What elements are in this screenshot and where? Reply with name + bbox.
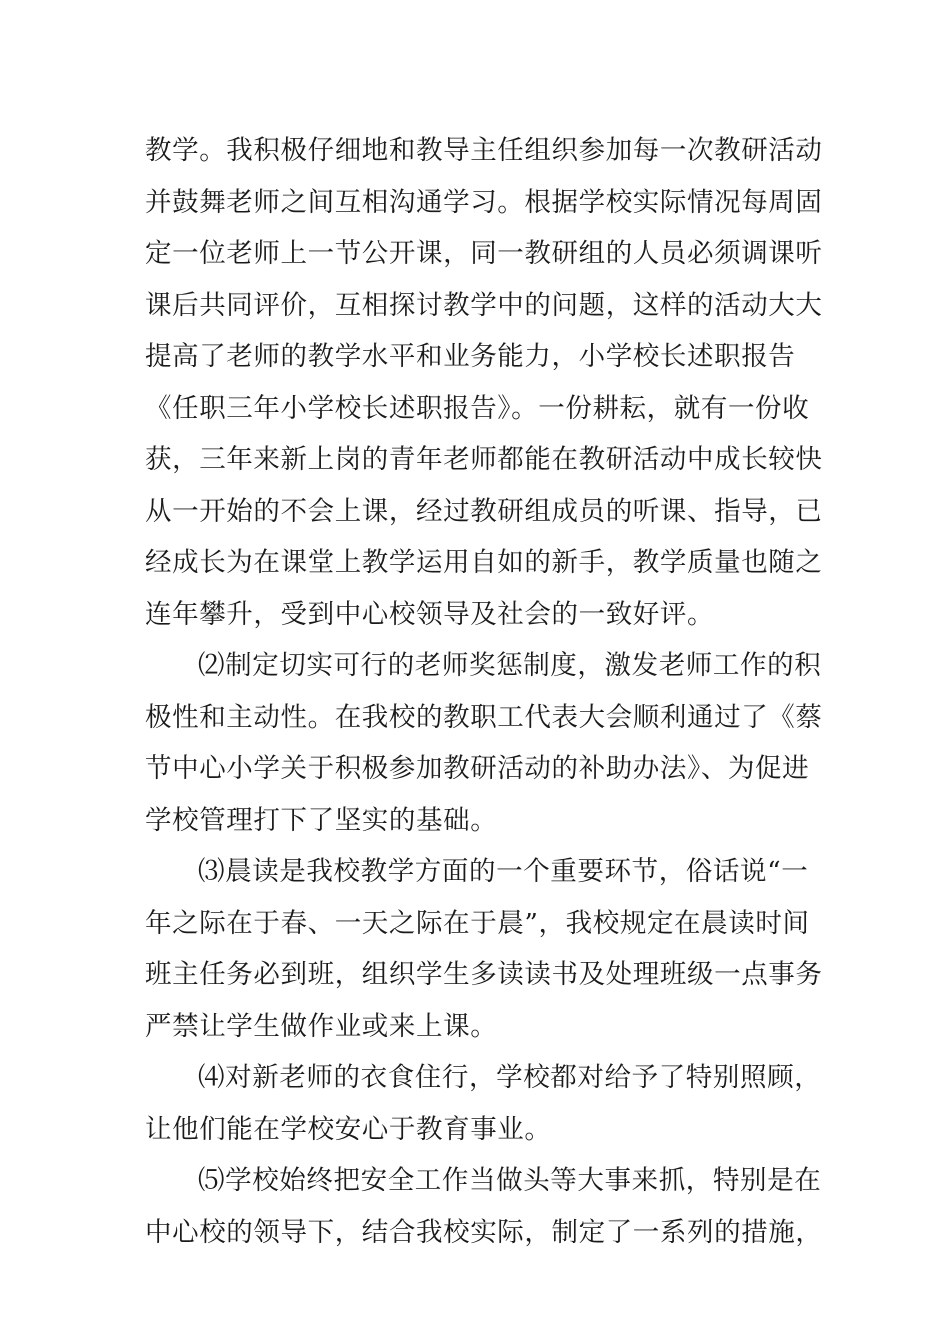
text-line: 获，三年来新上岗的青年老师都能在教研活动中成长较快	[145, 444, 823, 475]
text-line: 严禁让学生做作业或来上课。	[145, 1010, 498, 1042]
paragraph-start-line: ⑶晨读是我校教学方面的一个重要环节，俗话说“一	[198, 856, 809, 887]
text-line: 定一位老师上一节公开课，同一教研组的人员必须调课听	[145, 238, 823, 269]
text-line: 课后共同评价，互相探讨教学中的问题，这样的活动大大	[145, 289, 823, 321]
text-line: 教学。我积极仔细地和教导主任组织参加每一次教研活动	[145, 135, 823, 166]
text-line: 从一开始的不会上课，经过教研组成员的听课、指导，已	[145, 495, 823, 527]
text-line: 连年攀升，受到中心校领导及社会的一致好评。	[145, 598, 715, 630]
text-line: 让他们能在学校安心于教育事业。	[145, 1113, 552, 1145]
text-line: 并鼓舞老师之间互相沟通学习。根据学校实际情况每周固	[145, 186, 823, 218]
text-line: 班主任务必到班，组织学生多读读书及处理班级一点事务	[145, 959, 823, 990]
text-line: 极性和主动性。在我校的教职工代表大会顺利通过了《蔡	[145, 701, 823, 733]
text-line: 提高了老师的教学水平和业务能力，小学校长述职报告	[145, 341, 796, 372]
text-line: 年之际在于春、一天之际在于晨”，我校规定在晨读时间	[145, 907, 810, 939]
text-line: 《任职三年小学校长述职报告》。一份耕耘，就有一份收	[145, 392, 810, 424]
text-line: 中心校的领导下，结合我校实际，制定了一系列的措施，	[145, 1216, 823, 1248]
body-text	[145, 125, 823, 1258]
paragraph-start-line: ⑵制定切实可行的老师奖惩制度，激发老师工作的积	[198, 650, 822, 681]
text-line: 学校管理打下了坚实的基础。	[145, 804, 498, 836]
paragraph-start-line: ⑸学校始终把安全工作当做头等大事来抓，特别是在	[198, 1165, 822, 1196]
text-line: 经成长为在课堂上教学运用自如的新手，教学质量也随之	[145, 547, 823, 578]
text-line: 节中心小学关于积极参加教研活动的补助办法》、为促进	[145, 753, 810, 784]
paragraph-start-line: ⑷对新老师的衣食住行，学校都对给予了特别照顾，	[198, 1062, 822, 1093]
